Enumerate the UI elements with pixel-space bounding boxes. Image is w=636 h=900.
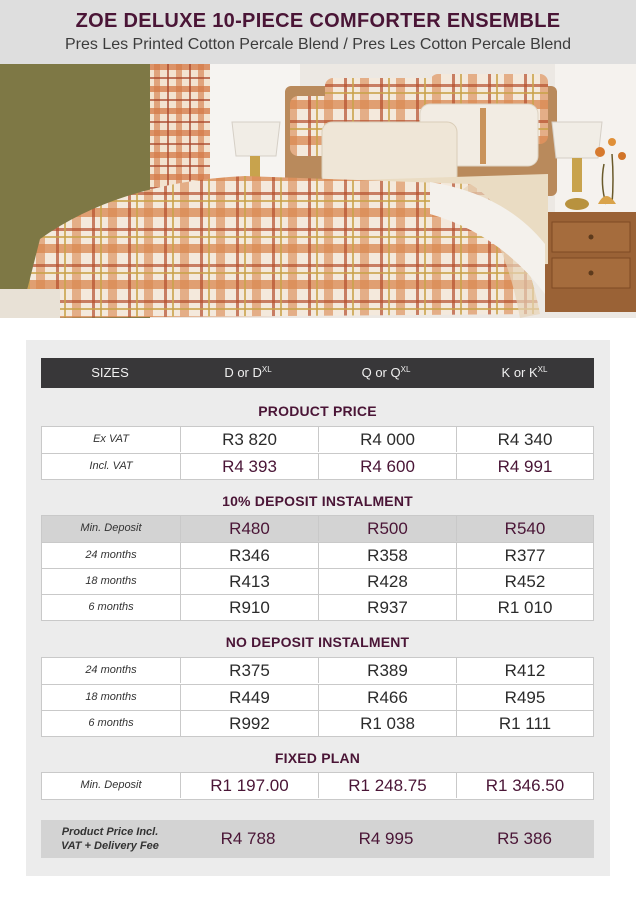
table-row [42,773,593,799]
row-label: 24 months [85,549,137,561]
price-cell: R1 197.00 [180,773,318,798]
sizes-header: SIZES [91,365,129,380]
total-price-cell: R5 386 [497,829,552,848]
price-cell: R992 [180,711,318,736]
table-row [42,453,593,479]
product-price-title: PRODUCT PRICE [258,403,377,419]
price-cell: R358 [318,543,456,568]
no-deposit-instalment-grid [41,657,594,737]
price-cell: R540 [456,516,593,541]
row-label: Min. Deposit [80,779,142,791]
size-header-queen-sup: XL [400,365,411,374]
row-label: 18 months [85,691,137,703]
fixed-plan-title: FIXED PLAN [274,750,361,766]
product-subtitle: Pres Les Printed Cotton Percale Blend / Pres Les Cotton Percale Blend [64,36,572,53]
price-cell: R1 038 [318,711,456,736]
price-cell: R375 [180,658,318,683]
size-header-king-sup: XL [537,365,548,374]
price-cell: R4 000 [318,427,456,452]
price-cell: R1 010 [456,595,593,620]
price-cell: R495 [456,685,593,710]
table-row [42,710,593,736]
price-cell: R1 346.50 [456,773,593,798]
price-cell: R346 [180,543,318,568]
product-title: ZOE DELUXE 10-PIECE COMFORTER ENSEMBLE [75,10,561,32]
row-label: Min. Deposit [80,522,142,534]
size-header-queen-base: Q or Q [361,365,401,380]
price-cell: R910 [180,595,318,620]
size-header-king [455,358,594,388]
deposit-instalment-grid [41,515,594,621]
price-cell: R4 393 [180,454,318,479]
size-header-double [179,358,317,388]
total-price-label [41,825,179,853]
price-cell: R480 [180,516,318,541]
row-label: 18 months [85,575,137,587]
total-label-line1: Product Price Incl. [61,826,159,838]
bedroom-illustration [0,64,636,318]
size-header-double-sup: XL [261,365,272,374]
total-price-cell: R4 995 [358,829,414,848]
price-cell: R413 [180,569,318,594]
price-cell: R412 [456,658,593,683]
row-label: 6 months [88,601,134,613]
table-row [42,684,593,710]
price-cell: R449 [180,685,318,710]
no-deposit-instalment-title: NO DEPOSIT INSTALMENT [225,634,410,650]
price-cell: R4 340 [456,427,593,452]
price-cell: R466 [318,685,456,710]
product-price-grid [41,426,594,480]
price-cell: R937 [318,595,456,620]
price-cell: R3 820 [180,427,318,452]
price-cell: R500 [318,516,456,541]
price-cell: R428 [318,569,456,594]
price-cell: R4 991 [456,454,593,479]
size-header-queen [317,358,455,388]
total-price-cell: R4 788 [220,829,276,848]
price-cell: R1 111 [456,711,593,736]
sizes-header-bar [41,358,594,388]
deposit-instalment-title: 10% DEPOSIT INSTALMENT [222,493,413,509]
price-cell: R452 [456,569,593,594]
table-row [42,427,593,453]
total-label-line2: VAT + Delivery Fee [61,840,159,852]
product-photo [0,64,636,318]
row-label: Ex VAT [93,433,129,445]
table-row [42,658,593,684]
total-price-row [41,820,594,858]
row-label: Incl. VAT [89,460,133,472]
page-header [0,0,636,64]
table-row [42,568,593,594]
table-row [42,594,593,620]
table-row [42,516,593,542]
size-header-king-base: K or K [501,365,538,380]
price-cell: R389 [318,658,456,683]
row-label: 6 months [88,717,134,729]
price-cell: R377 [456,543,593,568]
price-cell: R4 600 [318,454,456,479]
size-header-double-base: D or D [224,365,262,380]
price-cell: R1 248.75 [318,773,456,798]
pricing-panel [26,340,610,876]
fixed-plan-grid [41,772,594,800]
table-row [42,542,593,568]
row-label: 24 months [85,664,137,676]
